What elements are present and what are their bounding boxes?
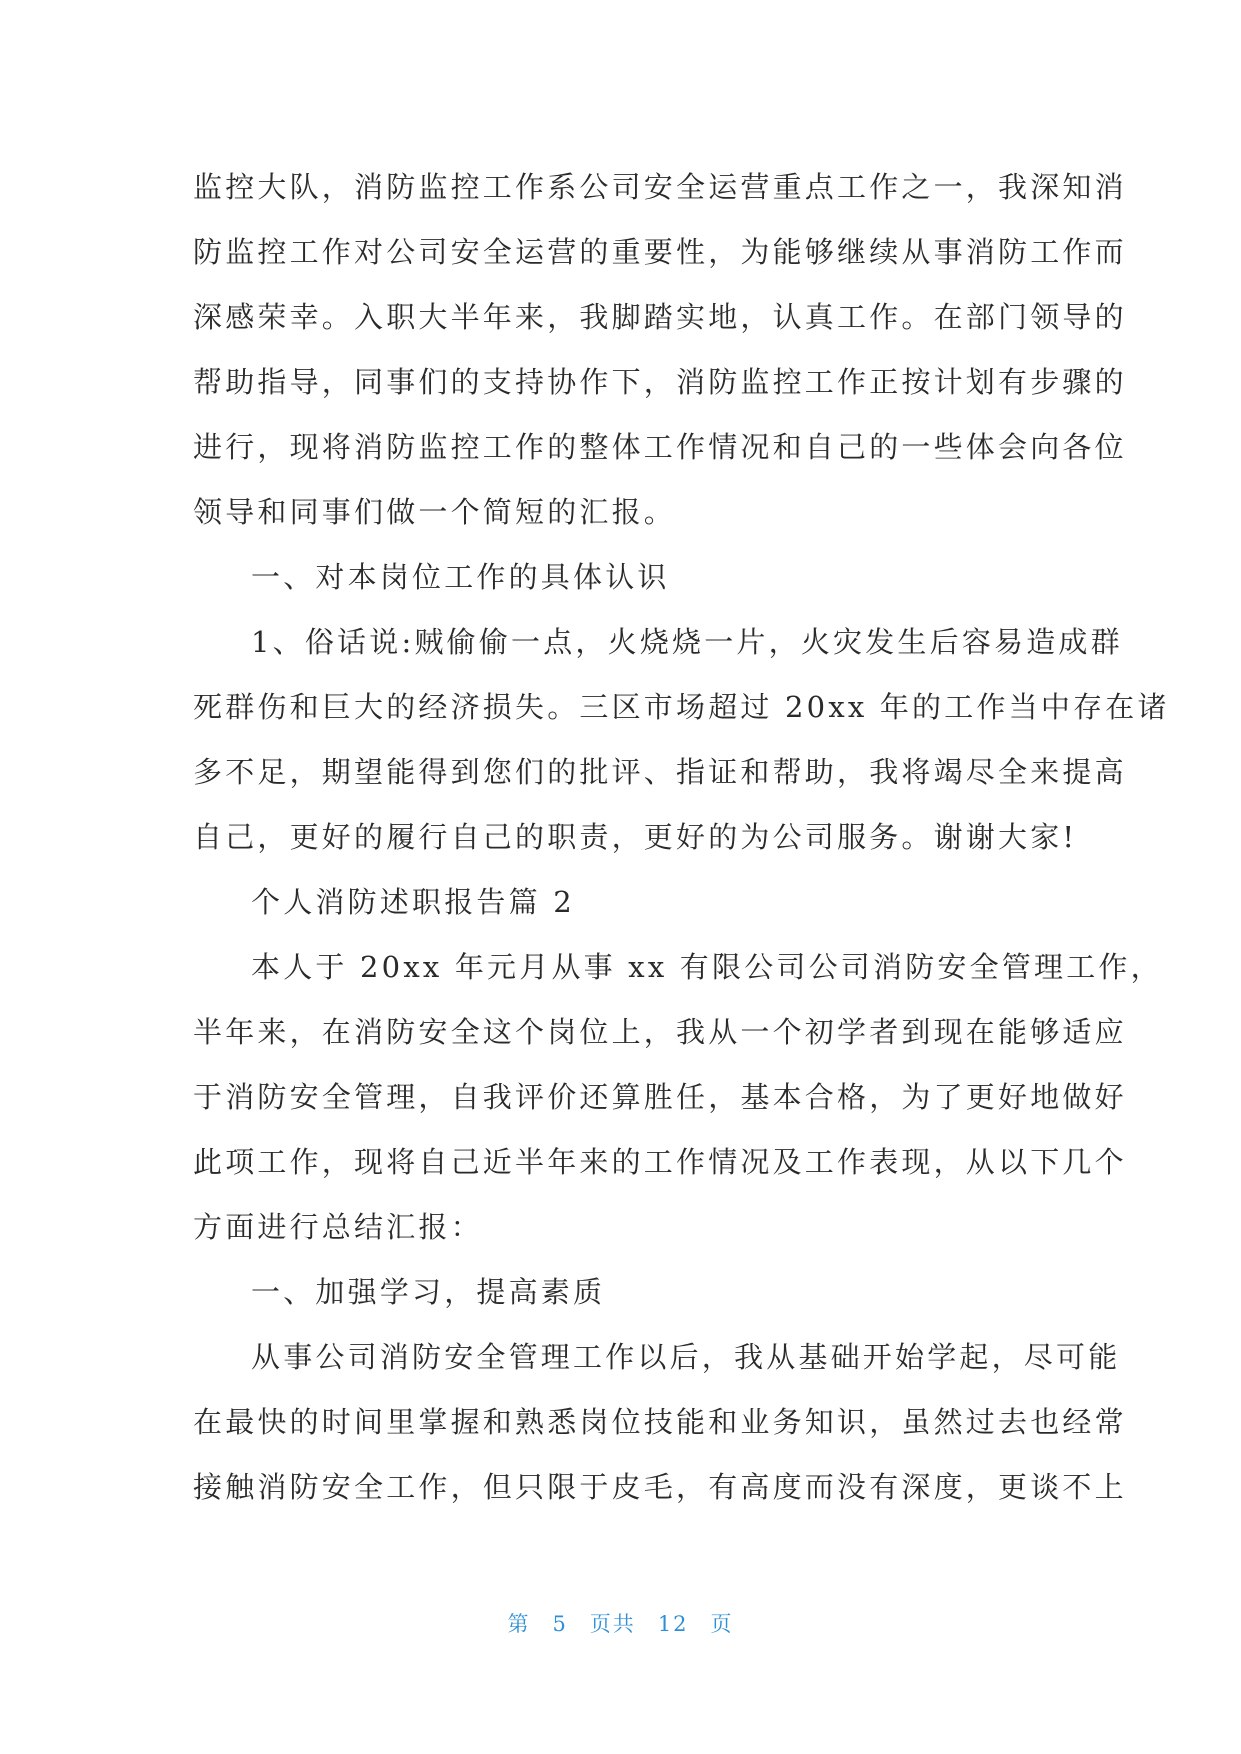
- paragraph-line: 从事公司消防安全管理工作以后，我从基础开始学起，尽可能: [251, 1340, 1121, 1374]
- paragraph-line: 1、俗话说:贼偷偷一点，火烧烧一片，火灾发生后容易造成群: [251, 625, 1123, 659]
- paragraph-line: 多不足，期望能得到您们的批评、指证和帮助，我将竭尽全来提高: [193, 755, 1127, 789]
- total-page-number: 12: [657, 1612, 689, 1636]
- paragraph-line: 帮助指导，同事们的支持协作下，消防监控工作正按计划有步骤的: [193, 365, 1127, 399]
- paragraph-line: 深感荣幸。入职大半年来，我脚踏实地，认真工作。在部门领导的: [193, 300, 1127, 334]
- footer-ye-gong: 页共: [589, 1612, 636, 1636]
- page-footer: [0, 1608, 1241, 1638]
- paragraph-line: 进行，现将消防监控工作的整体工作情况和自己的一些体会向各位: [193, 430, 1127, 464]
- footer-ye: 页: [710, 1612, 734, 1636]
- paragraph-line: 方面进行总结汇报：: [193, 1210, 483, 1244]
- paragraph-line: 领导和同事们做一个简短的汇报。: [193, 495, 677, 529]
- section-heading: 一、加强学习，提高素质: [251, 1275, 606, 1309]
- article-title: 个人消防述职报告篇 2: [251, 885, 575, 919]
- paragraph-line: 自己，更好的履行自己的职责，更好的为公司服务。谢谢大家!: [193, 820, 1078, 854]
- current-page-number: 5: [552, 1612, 568, 1636]
- paragraph-line: 于消防安全管理，自我评价还算胜任，基本合格，为了更好地做好: [193, 1080, 1127, 1114]
- footer-di: 第: [507, 1612, 531, 1636]
- paragraph-line: 在最快的时间里掌握和熟悉岗位技能和业务知识，虽然过去也经常: [193, 1405, 1127, 1439]
- paragraph-line: 防监控工作对公司安全运营的重要性，为能够继续从事消防工作而: [193, 235, 1127, 269]
- paragraph-line: 此项工作，现将自己近半年来的工作情况及工作表现，从以下几个: [193, 1145, 1127, 1179]
- paragraph-line: 接触消防安全工作，但只限于皮毛，有高度而没有深度，更谈不上: [193, 1470, 1127, 1504]
- section-heading: 一、对本岗位工作的具体认识: [251, 560, 670, 594]
- paragraph-line: 本人于 20xx 年元月从事 xx 有限公司公司消防安全管理工作，: [251, 950, 1163, 984]
- paragraph-line: 半年来，在消防安全这个岗位上，我从一个初学者到现在能够适应: [193, 1015, 1127, 1049]
- paragraph-line: 监控大队，消防监控工作系公司安全运营重点工作之一，我深知消: [193, 170, 1127, 204]
- document-body: [193, 155, 1170, 1520]
- paragraph-line: 死群伤和巨大的经济损失。三区市场超过 20xx 年的工作当中存在诸: [193, 690, 1170, 724]
